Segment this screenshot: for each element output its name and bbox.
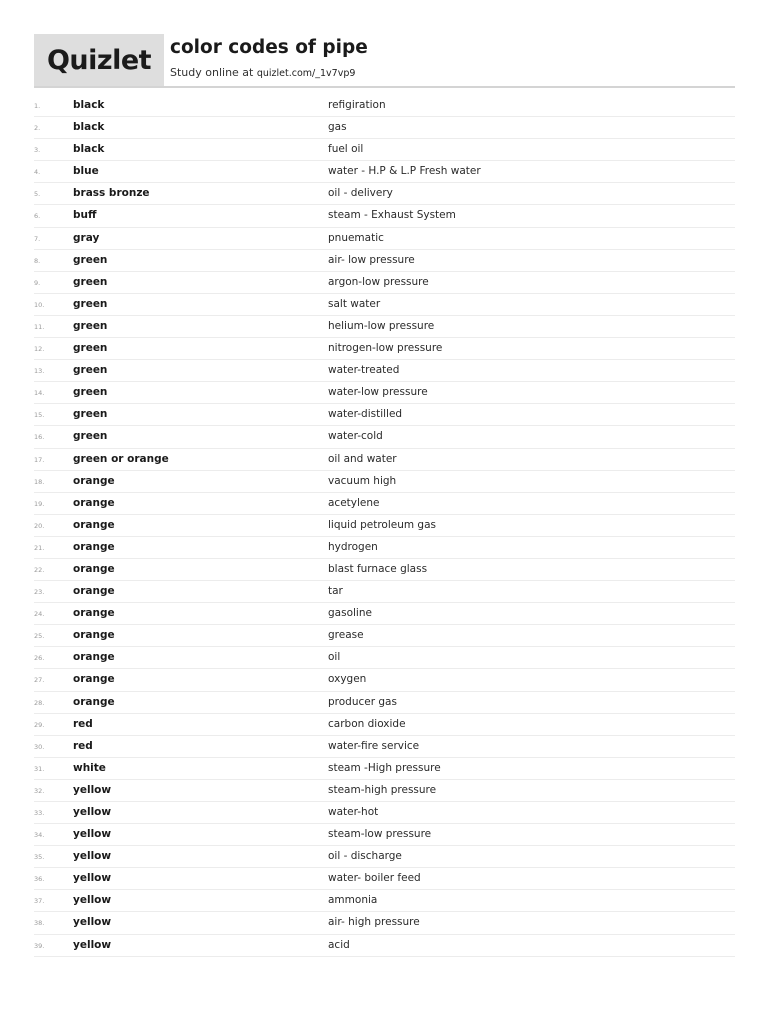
definition-text: oil - discharge xyxy=(328,850,402,863)
definition-text: water - H.P & L.P Fresh water xyxy=(328,165,481,178)
term-row xyxy=(34,736,735,758)
term-text: green xyxy=(73,408,108,421)
row-number: 24. xyxy=(34,610,45,619)
row-number: 30. xyxy=(34,742,45,751)
term-row xyxy=(34,515,735,537)
term-text: orange xyxy=(73,585,115,598)
definition-text: salt water xyxy=(328,297,381,310)
term-row xyxy=(34,228,735,250)
definition-text: air- low pressure xyxy=(328,253,415,266)
term-row xyxy=(34,714,735,736)
term-row xyxy=(34,581,735,603)
definition-text: acetylene xyxy=(328,496,380,509)
term-text: yellow xyxy=(73,916,112,929)
definition-text: water-distilled xyxy=(328,408,403,421)
term-text: black xyxy=(73,99,105,111)
term-text: yellow xyxy=(73,850,112,863)
definition-text: oil - delivery xyxy=(328,187,393,200)
term-text: orange xyxy=(73,540,115,553)
term-text: white xyxy=(73,761,106,774)
term-text: green xyxy=(73,386,108,399)
term-row xyxy=(34,139,735,161)
term-row xyxy=(34,692,735,714)
term-text: orange xyxy=(73,496,115,509)
definition-text: acid xyxy=(328,938,350,951)
definition-text: argon-low pressure xyxy=(328,275,429,288)
row-number: 7. xyxy=(34,234,41,243)
term-row xyxy=(34,647,735,669)
definition-text: air- high pressure xyxy=(328,916,420,929)
row-number: 22. xyxy=(34,565,45,574)
term-text: green or orange xyxy=(73,452,169,465)
study-prefix: Study online at xyxy=(170,66,257,79)
definition-text: refigiration xyxy=(328,99,386,111)
term-text: orange xyxy=(73,474,115,487)
term-row xyxy=(34,559,735,581)
definition-text: pnuematic xyxy=(328,231,384,244)
term-row xyxy=(34,294,735,316)
term-row xyxy=(34,426,735,448)
row-number: 2. xyxy=(34,124,41,133)
row-number: 1. xyxy=(34,102,41,110)
term-row xyxy=(34,890,735,912)
row-number: 39. xyxy=(34,941,45,950)
term-text: green xyxy=(73,319,108,332)
definition-text: producer gas xyxy=(328,695,397,708)
term-text: green xyxy=(73,297,108,310)
row-number: 13. xyxy=(34,367,45,376)
term-row xyxy=(34,404,735,426)
definition-text: steam - Exhaust System xyxy=(328,209,456,222)
term-row xyxy=(34,272,735,294)
quizlet-logo xyxy=(34,34,164,86)
definition-text: gasoline xyxy=(328,607,372,620)
row-number: 35. xyxy=(34,853,45,862)
term-row xyxy=(34,669,735,691)
term-row xyxy=(34,117,735,139)
term-row xyxy=(34,780,735,802)
row-number: 8. xyxy=(34,256,41,265)
definition-text: water-low pressure xyxy=(328,386,428,399)
term-row xyxy=(34,912,735,934)
term-row xyxy=(34,471,735,493)
term-text: orange xyxy=(73,651,115,664)
term-row xyxy=(34,537,735,559)
row-number: 21. xyxy=(34,543,45,552)
term-row xyxy=(34,449,735,471)
term-text: gray xyxy=(73,231,100,244)
term-text: yellow xyxy=(73,872,112,885)
term-row xyxy=(34,868,735,890)
row-number: 17. xyxy=(34,455,45,464)
row-number: 12. xyxy=(34,345,45,354)
term-text: yellow xyxy=(73,783,112,796)
term-text: blue xyxy=(73,165,99,178)
term-text: green xyxy=(73,275,108,288)
term-row xyxy=(34,205,735,227)
row-number: 29. xyxy=(34,720,45,729)
row-number: 11. xyxy=(34,322,45,331)
term-text: orange xyxy=(73,518,115,531)
term-text: orange xyxy=(73,673,115,686)
row-number: 10. xyxy=(34,300,45,309)
definition-text: water-cold xyxy=(328,430,383,443)
term-text: orange xyxy=(73,629,115,642)
term-text: buff xyxy=(73,209,97,222)
definition-text: oil and water xyxy=(328,452,397,465)
definition-text: water-hot xyxy=(328,806,379,818)
definition-text: gas xyxy=(328,121,347,134)
definition-text: steam-low pressure xyxy=(328,828,432,841)
row-number: 25. xyxy=(34,632,45,641)
definition-text: vacuum high xyxy=(328,474,397,487)
term-row xyxy=(34,625,735,647)
term-row xyxy=(34,758,735,780)
term-text: brass bronze xyxy=(73,187,150,200)
term-text: green xyxy=(73,430,108,443)
term-row xyxy=(34,935,735,957)
definition-text: ammonia xyxy=(328,894,378,907)
row-number: 16. xyxy=(34,433,45,442)
row-number: 4. xyxy=(34,168,41,177)
definition-text: water-treated xyxy=(328,364,400,377)
row-number: 27. xyxy=(34,676,45,685)
row-number: 18. xyxy=(34,477,45,486)
row-number: 5. xyxy=(34,190,41,199)
term-row xyxy=(34,250,735,272)
title-block xyxy=(170,36,368,79)
term-text: black xyxy=(73,143,105,156)
term-text: green xyxy=(73,253,108,266)
row-number: 33. xyxy=(34,809,45,817)
row-number: 19. xyxy=(34,499,45,508)
term-text: orange xyxy=(73,607,115,620)
row-number: 38. xyxy=(34,919,45,928)
term-text: red xyxy=(73,717,93,730)
term-list xyxy=(34,95,735,957)
term-row xyxy=(34,382,735,404)
term-text: red xyxy=(73,739,93,752)
row-number: 3. xyxy=(34,146,41,155)
row-number: 36. xyxy=(34,875,45,884)
term-row xyxy=(34,846,735,868)
term-row xyxy=(34,824,735,846)
definition-text: nitrogen-low pressure xyxy=(328,342,443,355)
logo-text: Quizlet xyxy=(46,44,152,76)
header xyxy=(34,34,735,88)
row-number: 34. xyxy=(34,831,45,840)
term-row xyxy=(34,183,735,205)
definition-text: water-fire service xyxy=(328,739,420,752)
definition-text: oil xyxy=(328,651,341,664)
definition-text: steam -High pressure xyxy=(328,761,441,774)
row-number: 20. xyxy=(34,521,45,530)
term-row xyxy=(34,603,735,625)
term-text: yellow xyxy=(73,894,112,907)
row-number: 28. xyxy=(34,698,45,707)
definition-text: water- boiler feed xyxy=(328,872,421,885)
row-number: 32. xyxy=(34,786,45,795)
definition-text: liquid petroleum gas xyxy=(328,518,436,531)
definition-text: helium-low pressure xyxy=(328,319,435,332)
term-row xyxy=(34,493,735,515)
row-number: 9. xyxy=(34,278,41,287)
term-row xyxy=(34,95,735,117)
definition-text: steam-high pressure xyxy=(328,783,437,796)
term-row xyxy=(34,161,735,183)
term-text: yellow xyxy=(73,806,112,818)
term-row xyxy=(34,316,735,338)
term-row xyxy=(34,360,735,382)
definition-text: grease xyxy=(328,629,364,642)
definition-text: oxygen xyxy=(328,673,367,686)
row-number: 23. xyxy=(34,588,45,597)
term-text: orange xyxy=(73,562,115,575)
definition-text: blast furnace glass xyxy=(328,562,428,575)
term-row xyxy=(34,802,735,824)
row-number: 37. xyxy=(34,897,45,906)
study-online-line xyxy=(170,66,368,79)
term-row xyxy=(34,338,735,360)
definition-text: tar xyxy=(328,585,343,598)
definition-text: hydrogen xyxy=(328,540,378,553)
definition-text: fuel oil xyxy=(328,143,364,156)
definition-text: carbon dioxide xyxy=(328,717,406,730)
row-number: 15. xyxy=(34,411,45,420)
term-text: black xyxy=(73,121,105,134)
term-text: yellow xyxy=(73,828,112,841)
term-text: yellow xyxy=(73,938,112,951)
term-text: green xyxy=(73,364,108,377)
set-title: color codes of pipe xyxy=(170,37,368,58)
row-number: 14. xyxy=(34,389,45,398)
term-text: green xyxy=(73,342,108,355)
row-number: 26. xyxy=(34,654,45,663)
row-number: 31. xyxy=(34,764,45,773)
row-number: 6. xyxy=(34,212,41,221)
study-url-link[interactable]: quizlet.com/_1v7vp9 xyxy=(256,68,356,79)
term-text: orange xyxy=(73,695,115,708)
